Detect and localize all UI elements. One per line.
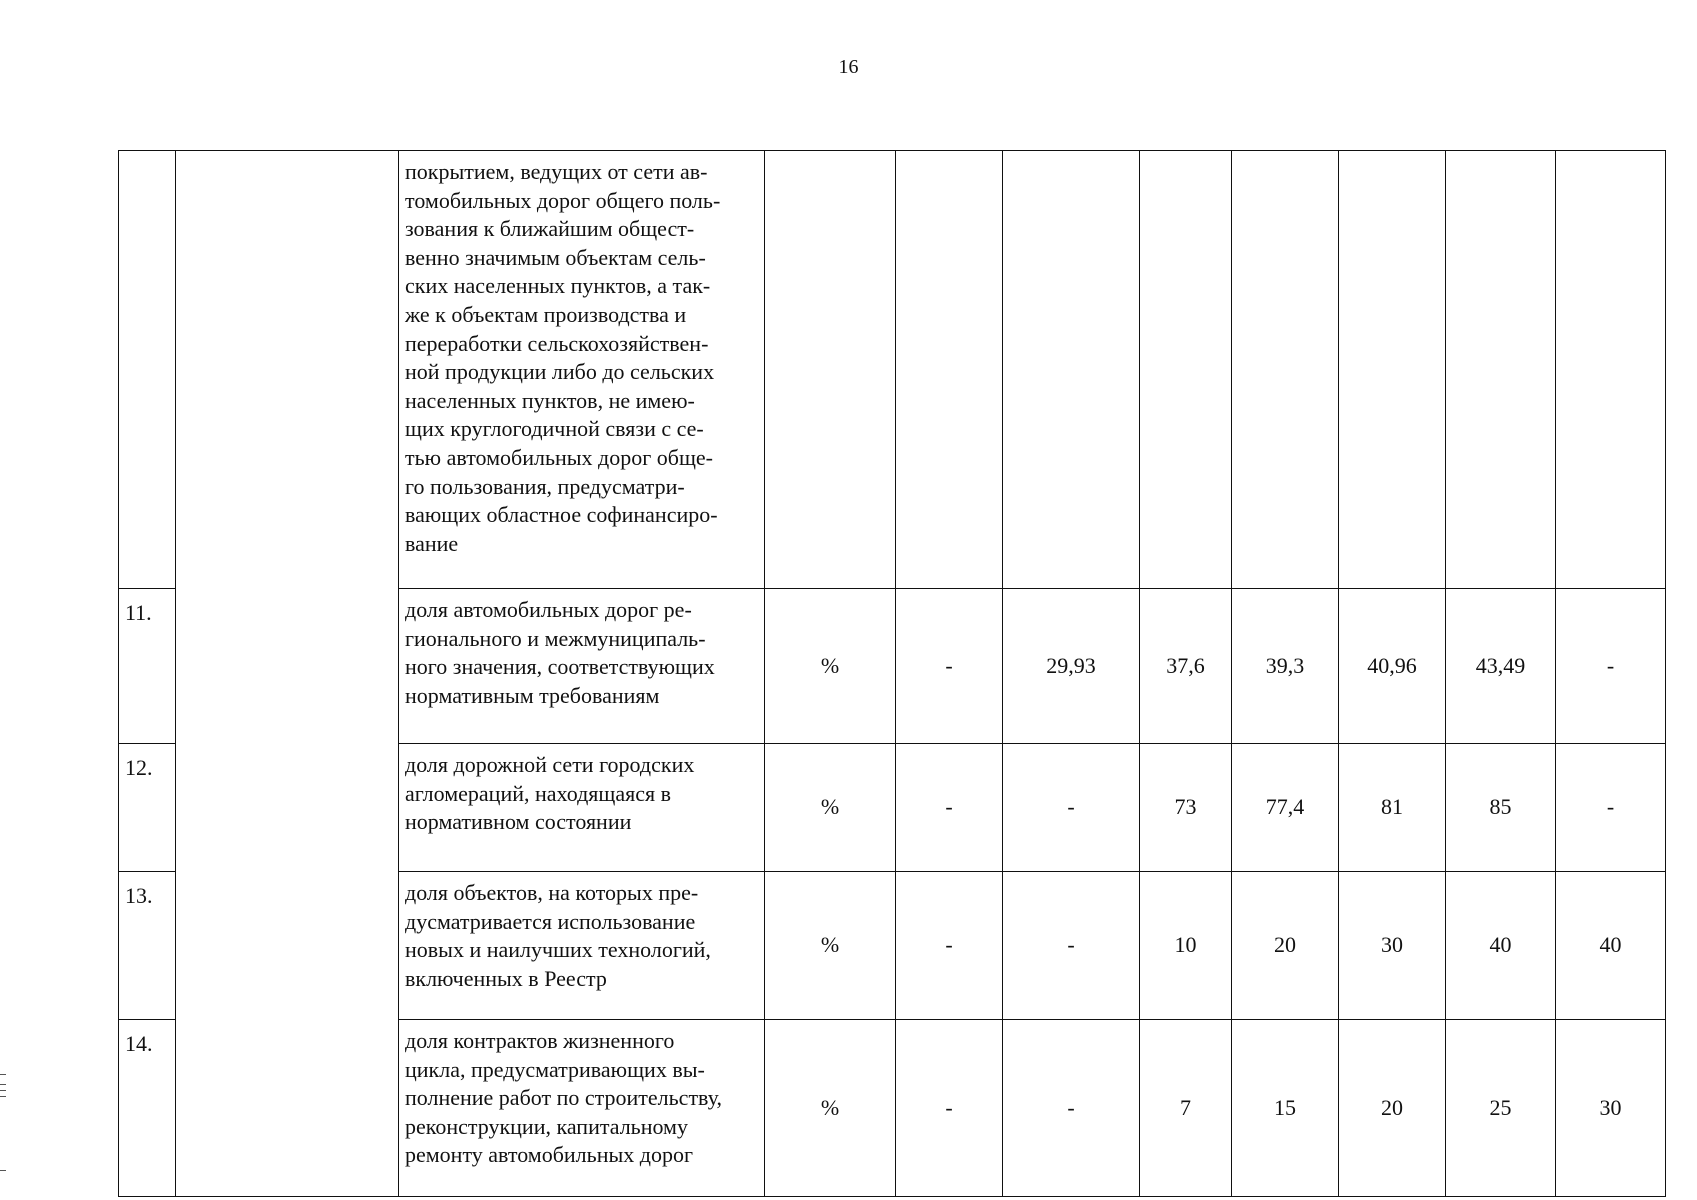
description-line: го пользования, предусматри- xyxy=(405,473,685,499)
description-line: гионального и межмуниципаль- xyxy=(405,625,706,651)
description-line: доля контрактов жизненного xyxy=(405,1028,675,1053)
value-cell: - xyxy=(1003,744,1140,872)
value-cell: 39,3 xyxy=(1232,589,1339,744)
description-line: полнение работ по строительству, xyxy=(405,1085,722,1111)
value-cell: 37,6 xyxy=(1140,589,1232,744)
description-line: доля объектов, на которых пре- xyxy=(405,880,699,905)
description-line: ремонту автомобильных дорог xyxy=(405,1142,693,1168)
indicator-description xyxy=(399,744,765,872)
description-line: включенных в Реестр xyxy=(405,965,607,991)
unit-cell: % xyxy=(765,1020,896,1197)
row-number-cell xyxy=(119,151,176,589)
value-cell: - xyxy=(896,744,1003,872)
margin-tick xyxy=(0,1170,6,1171)
description-line: доля автомобильных дорог ре- xyxy=(405,597,692,622)
indicator-description xyxy=(399,1020,765,1197)
value-cell: 73 xyxy=(1140,744,1232,872)
value-cell: - xyxy=(896,872,1003,1020)
indicator-description xyxy=(399,872,765,1020)
value-cell: 30 xyxy=(1556,1020,1666,1197)
row-number-cell: 11. xyxy=(119,589,176,744)
value-cell xyxy=(1446,151,1556,589)
description-line: переработки сельскохозяйствен- xyxy=(405,330,709,356)
row-number-cell: 14. xyxy=(119,1020,176,1197)
value-cell: 40 xyxy=(1446,872,1556,1020)
description-line: щих круглогодичной связи с се- xyxy=(405,416,704,442)
row-number-cell: 13. xyxy=(119,872,176,1020)
scan-margin-marks xyxy=(0,1060,8,1180)
value-cell: - xyxy=(896,589,1003,744)
description-line: покрытием, ведущих от сети ав- xyxy=(405,159,708,184)
margin-tick xyxy=(0,1096,6,1097)
unit-cell: % xyxy=(765,872,896,1020)
description-line: агломераций, находящаяся в xyxy=(405,780,671,806)
margin-tick xyxy=(0,1090,6,1091)
value-cell: 15 xyxy=(1232,1020,1339,1197)
value-cell: 10 xyxy=(1140,872,1232,1020)
value-cell: 29,93 xyxy=(1003,589,1140,744)
description-line: доля дорожной сети городских xyxy=(405,752,695,777)
description-line: ной продукции либо до сельских xyxy=(405,359,715,385)
description-line: вающих областное софинансиро- xyxy=(405,502,718,528)
description-line: реконструкции, капитальному xyxy=(405,1113,688,1139)
page-number: 16 xyxy=(838,56,859,78)
description-line: дусматривается использование xyxy=(405,908,696,934)
value-cell: - xyxy=(1003,1020,1140,1197)
description-line: тью автомобильных дорог обще- xyxy=(405,444,713,470)
description-line: зования к ближайшим общест- xyxy=(405,216,695,242)
value-cell: 30 xyxy=(1339,872,1446,1020)
description-line: новых и наилучших технологий, xyxy=(405,937,711,963)
value-cell xyxy=(1556,151,1666,589)
description-line: населенных пунктов, не имею- xyxy=(405,387,695,413)
value-cell xyxy=(1140,151,1232,589)
unit-cell: % xyxy=(765,589,896,744)
group-name-cell xyxy=(176,151,399,1197)
value-cell: 20 xyxy=(1339,1020,1446,1197)
value-cell: 40 xyxy=(1556,872,1666,1020)
value-cell: 85 xyxy=(1446,744,1556,872)
description-line: вание xyxy=(405,530,459,556)
value-cell: 43,49 xyxy=(1446,589,1556,744)
value-cell xyxy=(1339,151,1446,589)
indicator-description xyxy=(399,589,765,744)
indicators-table xyxy=(118,150,1666,1197)
value-cell: 7 xyxy=(1140,1020,1232,1197)
description-line: цикла, предусматривающих вы- xyxy=(405,1056,705,1082)
margin-tick xyxy=(0,1084,6,1085)
value-cell xyxy=(1003,151,1140,589)
description-line: ного значения, соответствующих xyxy=(405,654,715,680)
value-cell xyxy=(896,151,1003,589)
value-cell: 77,4 xyxy=(1232,744,1339,872)
row-number-cell: 12. xyxy=(119,744,176,872)
description-line: ских населенных пунктов, а так- xyxy=(405,273,711,299)
table-row-continuation xyxy=(119,151,1666,589)
value-cell: - xyxy=(896,1020,1003,1197)
value-cell: 40,96 xyxy=(1339,589,1446,744)
value-cell: - xyxy=(1556,589,1666,744)
value-cell: - xyxy=(1556,744,1666,872)
unit-cell xyxy=(765,151,896,589)
indicator-description xyxy=(399,151,765,589)
description-line: томобильных дорог общего поль- xyxy=(405,187,721,213)
value-cell: - xyxy=(1003,872,1140,1020)
value-cell: 25 xyxy=(1446,1020,1556,1197)
margin-tick xyxy=(0,1074,6,1075)
description-line: венно значимым объектам сель- xyxy=(405,244,706,270)
description-line: нормативном состоянии xyxy=(405,809,632,835)
value-cell: 20 xyxy=(1232,872,1339,1020)
description-line: нормативным требованиям xyxy=(405,682,660,708)
description-line: же к объектам производства и xyxy=(405,301,687,327)
unit-cell: % xyxy=(765,744,896,872)
value-cell: 81 xyxy=(1339,744,1446,872)
value-cell xyxy=(1232,151,1339,589)
